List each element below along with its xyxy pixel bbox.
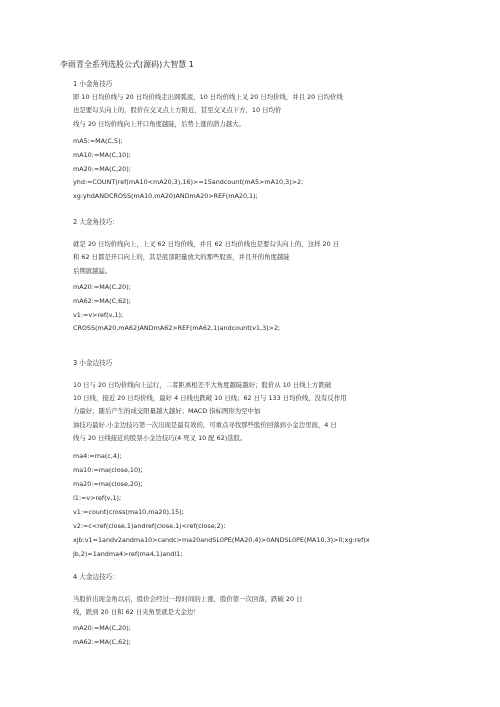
section-3-code-line: ma20:=ma(close,20); <box>73 480 143 488</box>
section-3-code-line: ma10:=ma(close,10); <box>73 466 143 474</box>
section-3-code-line: v2:=c<ref(close,1)andref(close,1)<ref(close,2); <box>73 522 226 530</box>
section-2-paragraph-line: 和 62 日都是开口向上的，其是底部阳量放大的那些股票，并且开的角度越陡 <box>73 253 290 261</box>
section-3-code-line: xjb:v1=1andv2andma10>candc>ma20andSL0PE(MA20,4)>0ANDSL0PE(MA10,3)>0;xg:ref(x <box>73 536 370 544</box>
section-1-code-line: xg:yhdANDCROSS(mA10,mA20)ANDmA20>REF(mA20,1); <box>73 192 258 200</box>
section-1-paragraph-line: 线与 20 日均价线向上开口角度越陡，后势上涨的潜力越大。 <box>73 120 245 128</box>
section-1-paragraph-line: 也是要勾头向上的，股价在交叉点上方附近，甚至交叉点下方，10 日均价 <box>73 106 282 114</box>
section-3-heading: 3 小金边技巧 <box>73 359 113 367</box>
section-3-paragraph-line: 油技巧最好.小金边技巧第一次出现是最有效的，可重点寻找那些股价回落到小金边里面，4 日 <box>73 421 337 429</box>
section-3-code-line: ma4:=ma(c,4); <box>73 452 122 460</box>
section-2-code-line: mA62:=MA(C,62); <box>73 297 131 305</box>
section-2-paragraph-line: 后期就越猛。 <box>73 267 112 275</box>
section-2-paragraph-line: 就是 20 日均价线向上，上叉 62 日均价线，并且 62 日均价线也是要勾头向上的，这样 20 日 <box>73 240 340 248</box>
section-3-paragraph-line: 线与 20 日线接近的股票小金边技巧(4 死叉 10 配 62)选股。 <box>73 434 247 442</box>
section-1-code-line: yhd:=COUNT(ref(mA10<mA20,3),16)>=15andcount(mA5>mA10,3)>2; <box>73 178 304 186</box>
section-1-code-line: mA10:=MA(C,10); <box>73 151 131 159</box>
section-2-code-line: CROSS(mA20,mA62)ANDmA62>REF(mA62,1)andcount(v1,3)>2; <box>73 324 281 332</box>
section-3-code-line: v1:=count(cross(ma10,ma20),15); <box>73 508 184 516</box>
section-4-code-line: mA20:=MA(C,20); <box>73 624 131 632</box>
section-4-heading: 4 大金边技巧： <box>73 573 119 581</box>
section-1-code-line: mA20:=MA(C,20); <box>73 165 131 173</box>
section-3-code-line: jb,2)=1andma4>ref(ma4,1)andl1; <box>73 550 183 558</box>
section-1-paragraph-line: 即 10 日均价线与 20 日均价线走出圆弧底，10 日均价线上叉 20 日均价线，并且 20 日均价线 <box>73 93 343 101</box>
section-2-heading: 2 大金角技巧： <box>73 218 119 226</box>
section-3-paragraph-line: 10 日线，接近 20 日均价线，最好 4 日线也跌破 10 日线；62 日与 133 日均价线，没有反作用 <box>73 394 347 402</box>
section-4-code-line: mA62:=MA(C,62); <box>73 638 131 646</box>
section-3-paragraph-line: 力最好；随后产生的成交阳量越大越好；MACD 指标图形为空中加 <box>73 407 261 415</box>
section-1-code-line: mA5:=MA(C,5); <box>73 137 123 145</box>
section-4-paragraph-line: 线，跌到 20 日和 62 日夹角里就是大金边！ <box>73 608 200 616</box>
section-2-code-line: mA20:=MA(C,20); <box>73 283 131 291</box>
section-4-paragraph-line: 当股价出现金角以后，股价会经过一段时间的上涨，股价第一次回落，跌破 20 日 <box>73 595 303 603</box>
section-2-code-line: v1:=v>ref(v,1); <box>73 311 124 319</box>
section-3-paragraph-line: 10 日与 20 日均价线向上运行，二者距离相差不大角度越陡越好；股价从 10 日线上方跌破 <box>73 381 332 389</box>
section-3-code-line: l1:=v>ref(v,1); <box>73 494 122 502</box>
section-1-heading: 1 小金角技巧 <box>73 80 113 88</box>
document-title: 李雨青全系列选股公式(源码)大智慧 1 <box>60 60 194 69</box>
